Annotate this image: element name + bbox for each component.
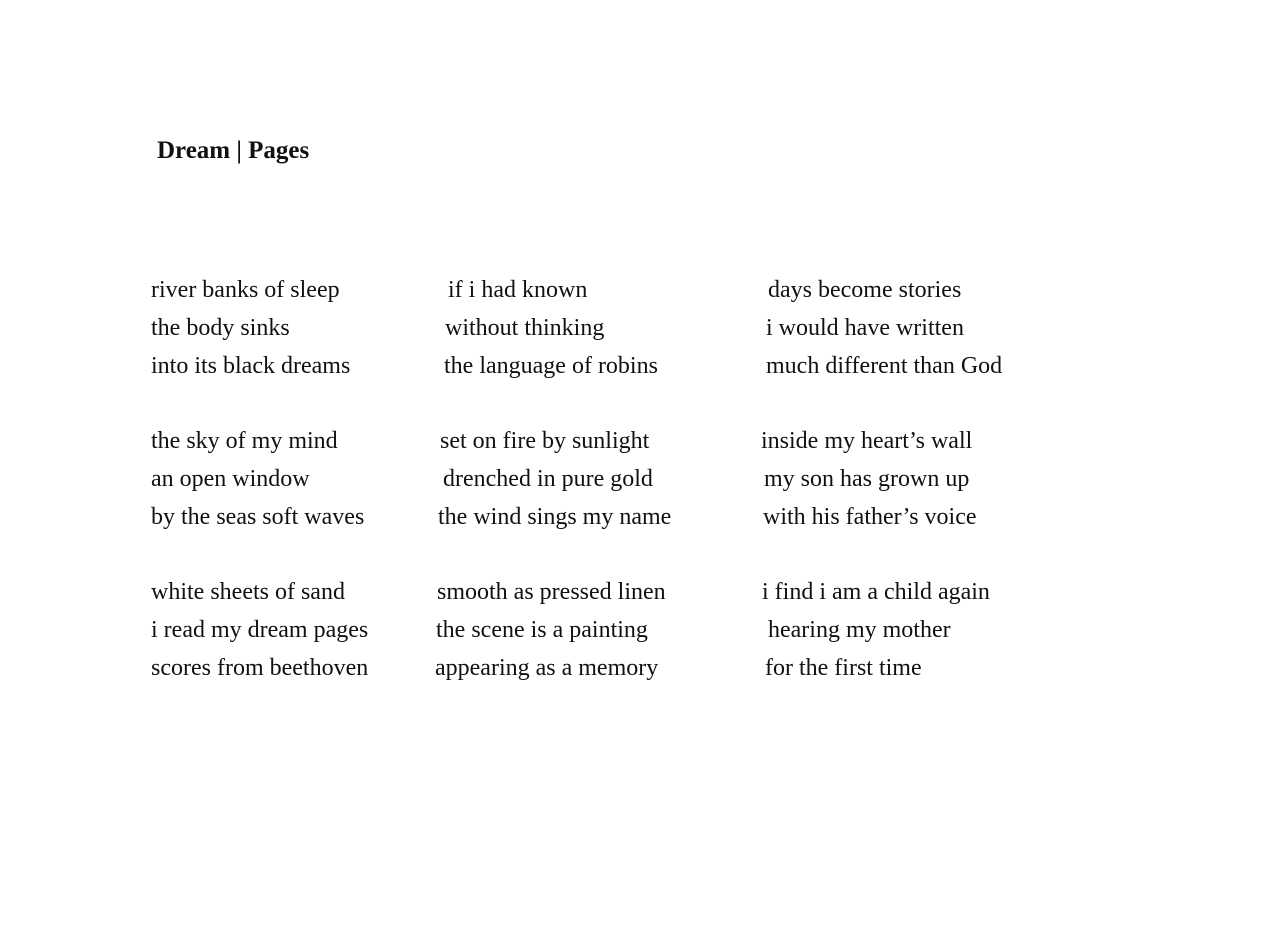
- poem-line: i would have written: [766, 315, 964, 341]
- poem-line: the wind sings my name: [438, 504, 672, 530]
- poem-line: much different than God: [766, 353, 1003, 379]
- poem-line: without thinking: [445, 315, 605, 341]
- poem-line: i read my dream pages: [151, 617, 369, 643]
- poem-line: the sky of my mind: [151, 428, 338, 454]
- poem-line: appearing as a memory: [435, 655, 659, 681]
- poem-line: with his father’s voice: [763, 504, 977, 530]
- page-title: Dream | Pages: [157, 137, 310, 164]
- poem-line: drenched in pure gold: [443, 466, 653, 492]
- poem-line: by the seas soft waves: [151, 504, 365, 530]
- poem-line: set on fire by sunlight: [440, 428, 650, 454]
- poem-line: inside my heart’s wall: [761, 428, 973, 454]
- poem-line: the language of robins: [444, 353, 658, 379]
- poem-line: the scene is a painting: [436, 617, 648, 643]
- poem-line: if i had known: [448, 277, 588, 303]
- poem-line: for the first time: [765, 655, 922, 681]
- poem-line: into its black dreams: [151, 353, 351, 379]
- poem-line: the body sinks: [151, 315, 290, 341]
- poem-line: scores from beethoven: [151, 655, 369, 681]
- poem-line: days become stories: [768, 277, 962, 303]
- poem-line: i find i am a child again: [762, 579, 990, 605]
- poem-line: white sheets of sand: [151, 579, 345, 605]
- poem-line: hearing my mother: [768, 617, 951, 643]
- poem-line: smooth as pressed linen: [437, 579, 666, 605]
- poem-line: my son has grown up: [764, 466, 970, 492]
- poem-line: an open window: [151, 466, 310, 492]
- poem-line: river banks of sleep: [151, 277, 340, 303]
